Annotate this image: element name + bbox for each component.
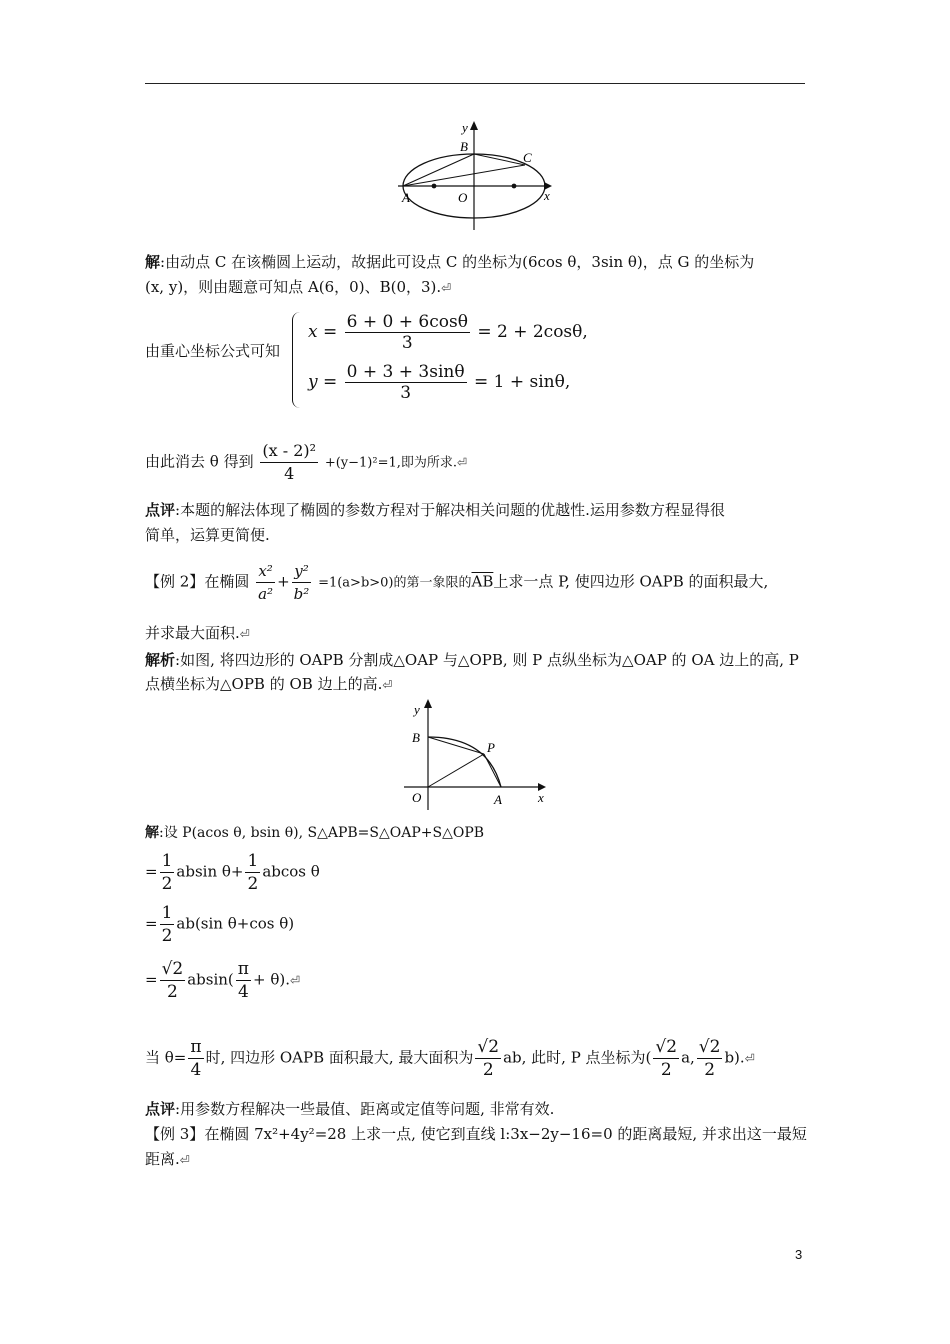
equation-x: x = $\frac{6 + 0 + 6\cos\theta}{3}$ = 2 + 2cosθ, <box>308 312 588 353</box>
sol2-line1: 解:设 P(acos θ, bsin θ), S△APB=S△OAP+S△OPB <box>145 825 485 841</box>
label-y: y <box>414 702 420 717</box>
analysis2-line2: 点横坐标为△OPB 的 OB 边上的高.⏎ <box>145 675 393 693</box>
label-A: A <box>494 792 502 807</box>
label-x: x <box>544 188 550 203</box>
sol2-line3: = $\frac{1}{2}$ ab(sin θ+cos θ) <box>145 903 295 946</box>
label-y: y <box>462 120 468 135</box>
label-O: O <box>412 790 422 805</box>
sol2-line2: = $\frac{1}{2}$ absin θ+ $\frac{1}{2}$ abcos θ <box>145 851 320 894</box>
label-x: x <box>538 790 544 805</box>
example2-line1: 【例 2】在椭圆 $\frac{\text{x²}}{\text{a²}}$ + $\frac{\text{y²}}{\text{b²}}$ =1(a>b>0)的第一象限的$\overline{AB}$上求一点 P, 使四边形 OAPB 的面积最大, <box>145 562 769 603</box>
centroid-intro: 由重心坐标公式可知 <box>145 342 281 360</box>
page-number: 3 <box>795 1247 803 1262</box>
focus-left <box>432 184 437 189</box>
system-brace <box>292 312 303 408</box>
example3-line1: 【例 3】在椭圆 7x²+4y²=28 上求一点, 使它到直线 l:3x−2y−16=0 的距离最短, 并求出这一最短 <box>145 1125 807 1143</box>
quadrant-figure <box>398 694 558 814</box>
comment2-line: 点评:用参数方程解决一些最值、距离或定值等问题, 非常有效. <box>145 1100 555 1118</box>
segment-PA <box>484 754 501 787</box>
segment-OP <box>428 754 484 787</box>
header-rule <box>145 83 805 84</box>
comment1-line1: 点评:本题的解法体现了椭圆的参数方程对于解决相关问题的优越性.运用参数方程显得很 <box>145 501 725 519</box>
label-B: B <box>412 730 420 745</box>
comment1-line2: 简单，运算更简便. <box>145 526 270 544</box>
sol1-line2: (x, y)，则由题意可知点 A(6，0)、B(0，3).⏎ <box>145 278 452 296</box>
conclusion-line: 当 θ= $\frac{\pi}{4}$ 时, 四边形 OAPB 面积最大, 最大面积为 $\frac{√2}{2}$ ab, 此时, P 点坐标为( $\frac{√2}{2}$ a, $\frac{√2}{2}$ b).⏎ <box>145 1037 755 1080</box>
y-axis-arrow <box>424 699 432 708</box>
y-axis-arrow <box>470 121 478 130</box>
sol1-line1: 解:由动点 C 在该椭圆上运动，故据此可设点 C 的坐标为(6cos θ，3sin θ)，点 G 的坐标为 <box>145 253 755 271</box>
ellipse-figure <box>392 118 562 236</box>
label-P: P <box>487 740 495 755</box>
arc-AB: $\overline{AB}$ <box>471 572 494 591</box>
sol1-label: 解 <box>145 253 161 271</box>
equation-y: y = $\frac{0 + 3 + 3\sin\theta}{3}$ = 1 + sinθ, <box>308 362 571 403</box>
focus-right <box>512 184 517 189</box>
label-O: O <box>458 190 468 205</box>
example3-line2: 距离.⏎ <box>145 1150 190 1168</box>
segment-BP <box>428 737 484 754</box>
elimination-line: 由此消去 θ 得到 $\frac{\text{(x - 2)²}}{4}$ +(y−1)²=1,即为所求.⏎ <box>145 441 468 483</box>
label-A: A <box>402 190 410 205</box>
example2-line2: 并求最大面积.⏎ <box>145 624 250 642</box>
analysis2-line1: 解析:如图, 将四边形的 OAPB 分割成△OAP 与△OPB, 则 P 点纵坐标为△OAP 的 OA 边上的高, P <box>145 651 799 669</box>
label-B: B <box>460 139 468 154</box>
sol2-line4: = $\frac{√2}{2}$ absin( $\frac{\pi}{4}$ + θ).⏎ <box>145 959 301 1002</box>
return-mark: ⏎ <box>441 281 452 295</box>
segment-AC <box>403 165 525 186</box>
label-C: C <box>523 150 532 165</box>
